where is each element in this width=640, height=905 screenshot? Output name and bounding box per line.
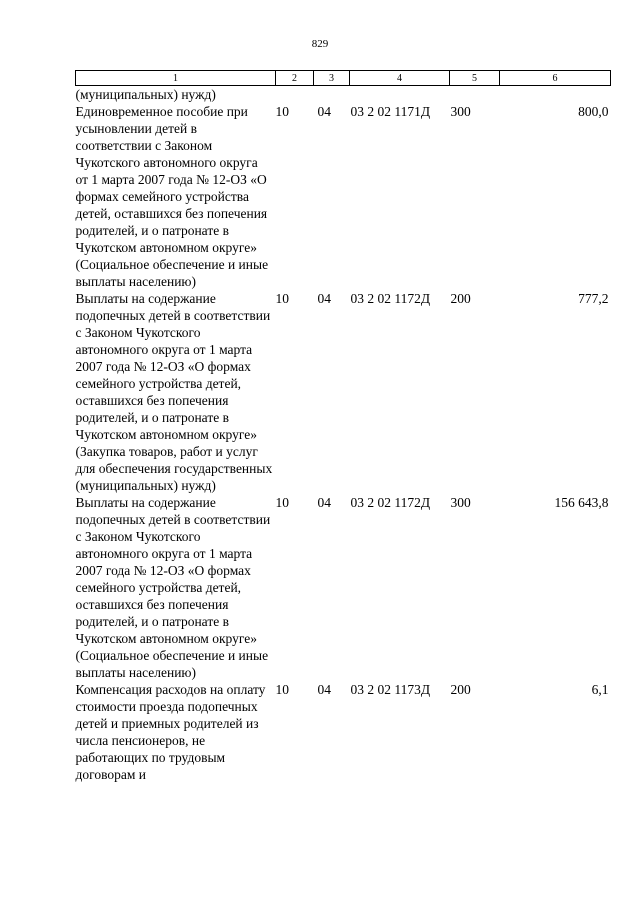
row-amount: 800,0 — [578, 104, 609, 119]
row-section: 10 — [275, 291, 289, 306]
row-expense-type: 200 — [450, 682, 471, 697]
row-subsection: 04 — [317, 495, 331, 510]
row-description: Выплаты на содержание подопечных детей в соответствии с Законом Чукотского автономного округа от 1 марта 2007 года № 12-ОЗ «О формах семейного устройства детей, оставшихся без попечения родителей, и о патронате в Чукотском автономном округе» (Закупка товаров, работ и услуг для обеспечения государственных (муниципальных) нужд) — [75, 291, 273, 493]
column-header-5: 5 — [450, 71, 500, 86]
row-description: Выплаты на содержание подопечных детей в соответствии с Законом Чукотского автономного округа от 1 марта 2007 года № 12-ОЗ «О формах семейного устройства детей, оставшихся без попечения родителей, и о патронате в Чукотском автономном округе» (Социальное обеспечение и иные выплаты населению) — [75, 495, 271, 680]
row-section: 10 — [275, 495, 289, 510]
row-target-code: 03 2 02 1172Д — [350, 291, 431, 306]
row-amount: 777,2 — [578, 291, 609, 306]
table-row — [76, 494, 611, 681]
row-description: Компенсация расходов на оплату стоимости проезда подопечных детей и приемных родителей из числа пенсионеров, не работающих по трудовым договорам и — [75, 682, 266, 782]
row-section: 10 — [275, 104, 289, 119]
continuation-text: (муниципальных) нужд) — [75, 87, 216, 102]
row-subsection: 04 — [317, 682, 331, 697]
row-section: 10 — [275, 682, 289, 697]
column-header-1: 1 — [76, 71, 276, 86]
row-expense-type: 300 — [450, 495, 471, 510]
page-number: 829 — [311, 38, 329, 50]
row-amount: 6,1 — [591, 682, 609, 697]
column-header-2: 2 — [276, 71, 314, 86]
row-subsection: 04 — [317, 104, 331, 119]
row-expense-type: 200 — [450, 291, 471, 306]
row-target-code: 03 2 02 1173Д — [350, 682, 431, 697]
table-row — [76, 290, 611, 494]
row-subsection: 04 — [317, 291, 331, 306]
row-description: Единовременное пособие при усыновлении детей в соответствии с Законом Чукотского автономного округа от 1 марта 2007 года № 12-ОЗ «О формах семейного устройства детей, оставшихся без попечения родителей, и о патронате в Чукотском автономном округе» (Социальное обеспечение и иные выплаты населению) — [75, 104, 269, 289]
budget-table — [75, 70, 611, 783]
table-header-row — [76, 71, 611, 86]
row-target-code: 03 2 02 1172Д — [350, 495, 431, 510]
row-amount: 156 643,8 — [554, 495, 609, 510]
column-header-3: 3 — [314, 71, 350, 86]
table-row-continuation — [76, 86, 611, 104]
column-header-6: 6 — [500, 71, 611, 86]
row-expense-type: 300 — [450, 104, 471, 119]
column-header-4: 4 — [350, 71, 450, 86]
table-row — [76, 681, 611, 783]
table-row — [76, 103, 611, 290]
row-target-code: 03 2 02 1171Д — [350, 104, 431, 119]
